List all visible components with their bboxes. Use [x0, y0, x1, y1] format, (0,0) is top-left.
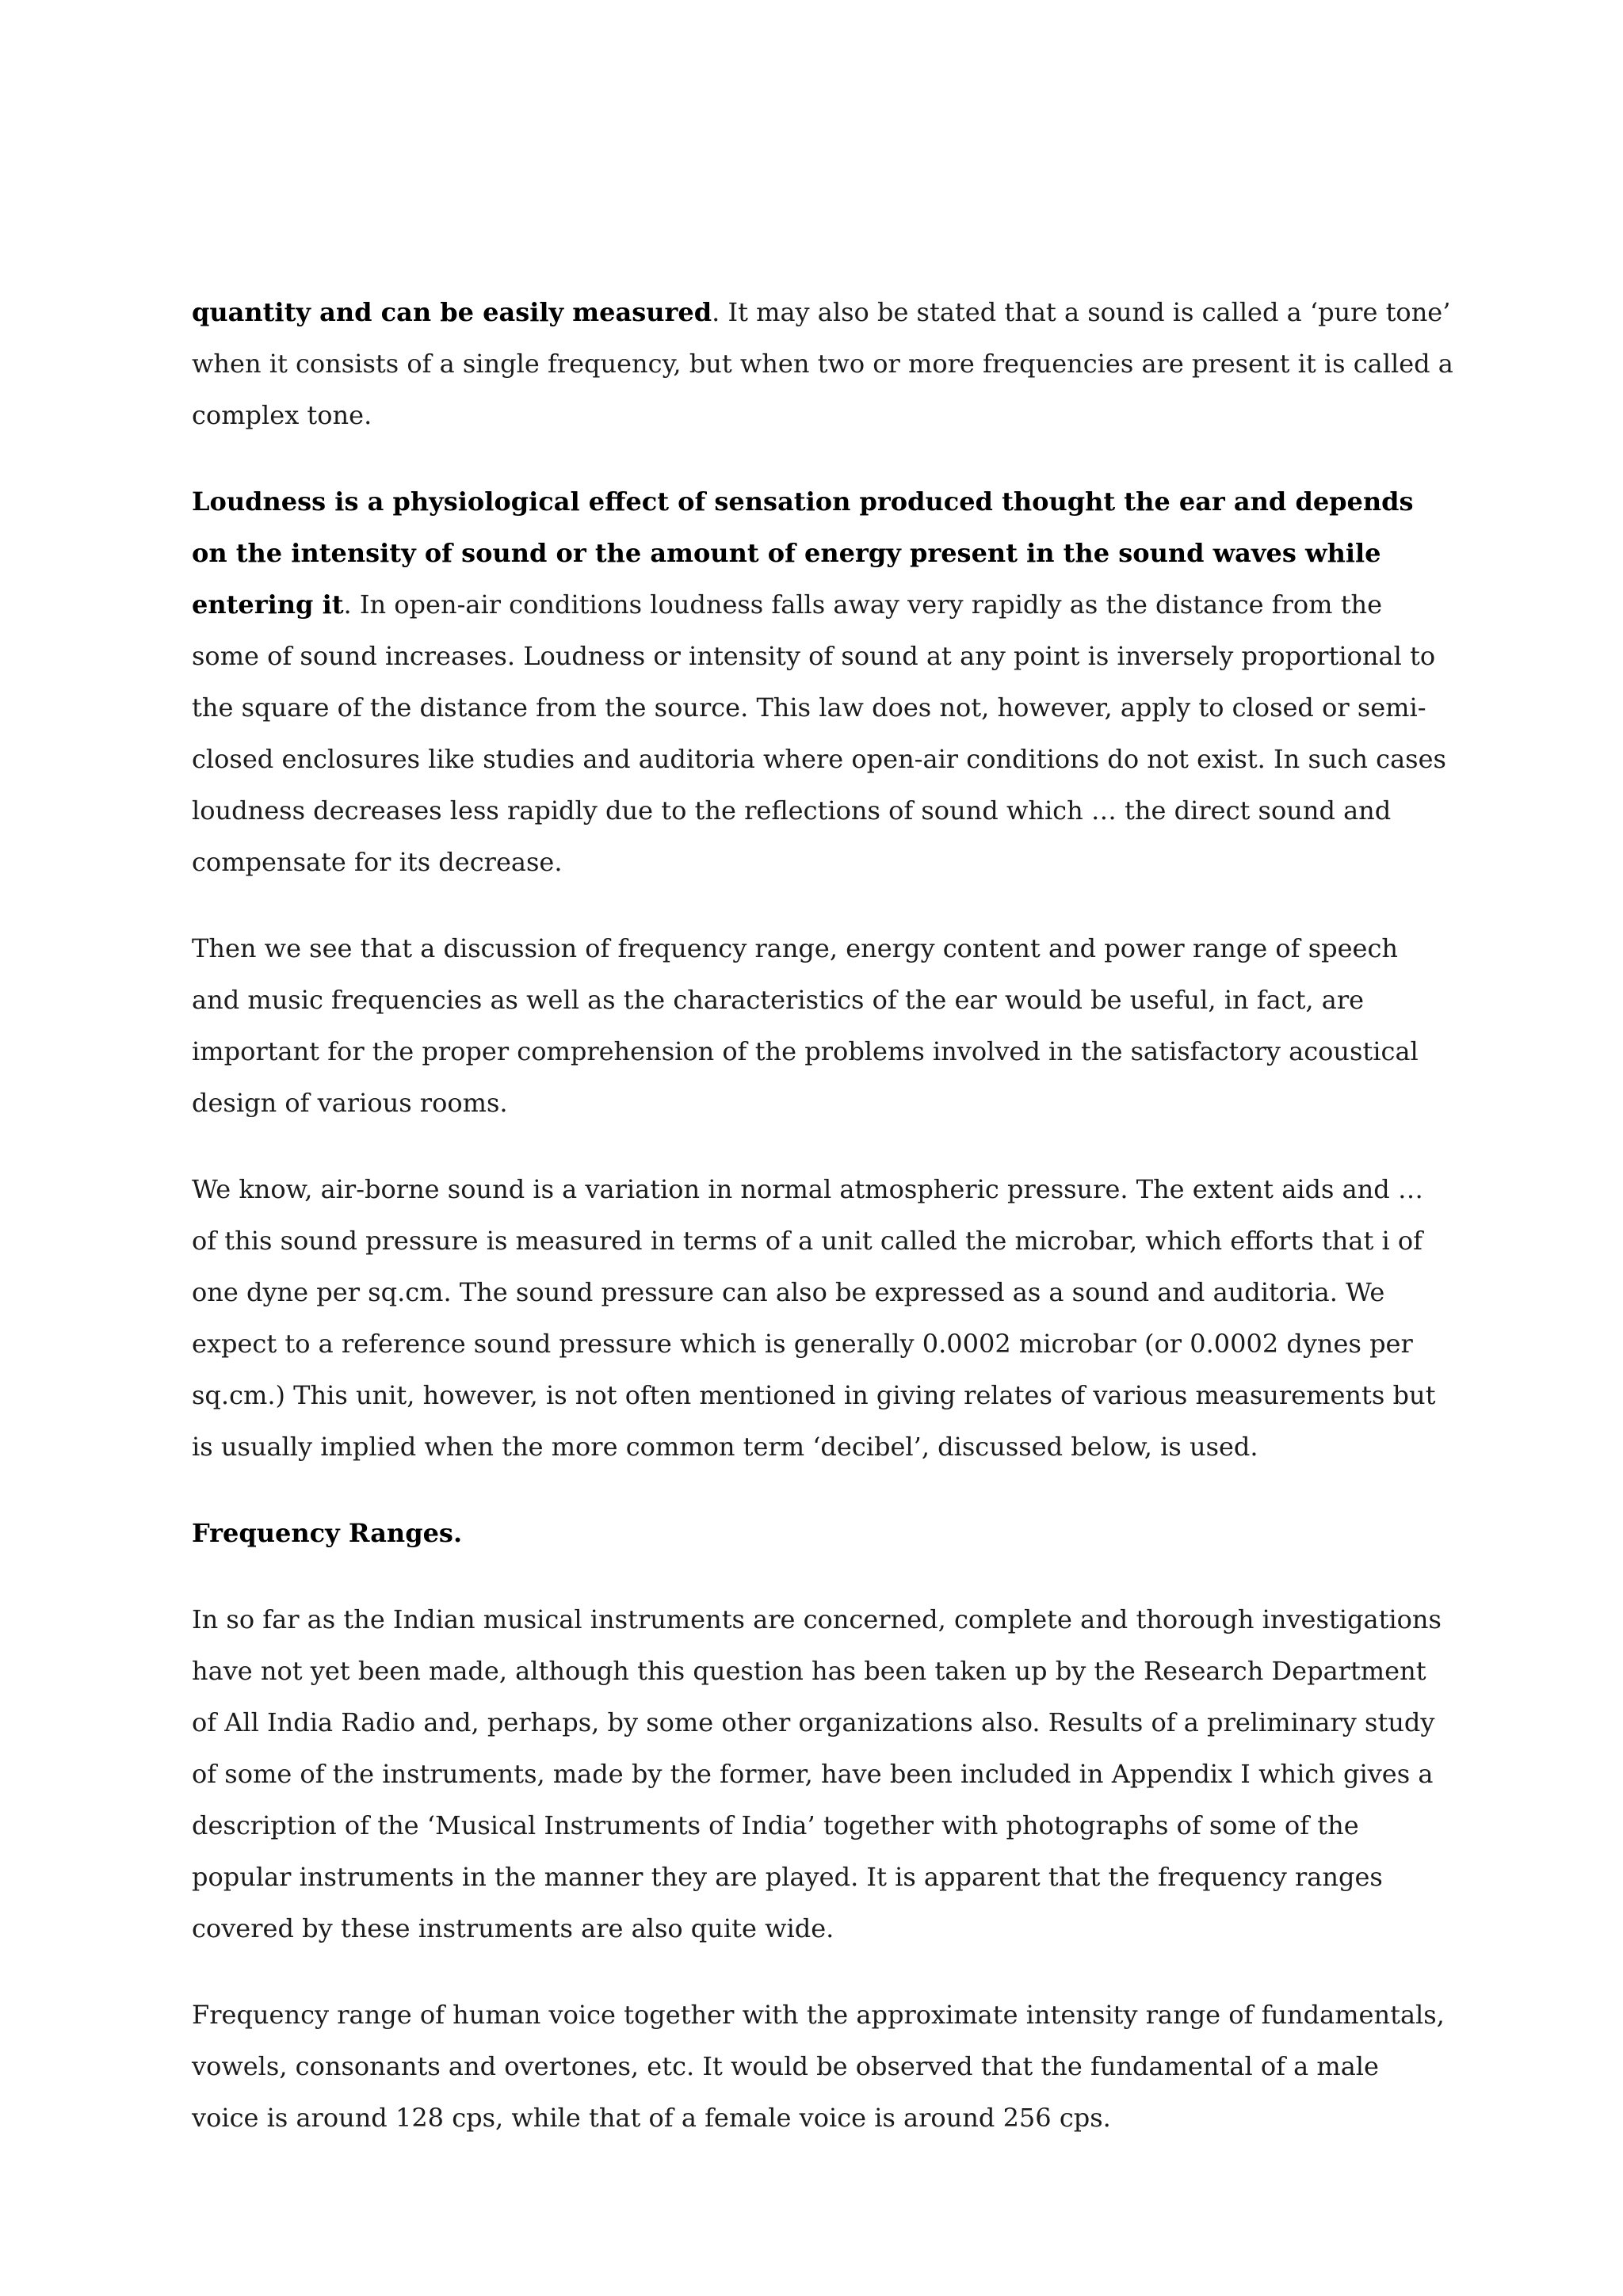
paragraph-text: We know, air-borne sound is a variation in normal atmospheric pressure. The extent aids and … of this sound pressure is measured in terms of a unit called the microbar, which efforts that i of one dyne per sq.cm. The sound pressure can also be expressed as a sound and auditoria. We expect to a reference sound pressure which is generally 0.0002 microbar (or 0.0002 dynes per sq.cm.) This unit, however, is not often mentioned in giving relates of various measurements but is usually implied when the more common term ‘decibel’, discussed below, is used. [192, 1174, 1436, 1462]
paragraph-frequency-discussion [192, 923, 1453, 1129]
paragraph-text: Then we see that a discussion of frequency range, energy content and power range of speech and music frequencies as well as the characteristics of the ear would be useful, in fact, are important for the proper comprehension of the problems involved in the satisfactory acoustical design of various rooms. [192, 933, 1419, 1118]
paragraph-human-voice [192, 1989, 1453, 2144]
section-heading: Frequency Ranges. [192, 1518, 463, 1548]
paragraph-text: . In open-air conditions loudness falls away very rapidly as the distance from the some of sound increases. Loudness or intensity of sound at any point is inversely proportional to the square of the distance from the source. This law does not, however, apply to closed or semi-closed enclosures like studies and auditoria where open-air conditions do not exist. In such cases loudness decreases less rapidly due to the reflections of sound which … the direct sound and compensate for its decrease. [192, 589, 1446, 877]
paragraph-pure-tone [192, 287, 1453, 441]
paragraph-text: Frequency range of human voice together with the approximate intensity range of fundamentals, vowels, consonants and overtones, etc. It would be observed that the fundamental of a male voice is around 128 cps, while that of a female voice is around 256 cps. [192, 2000, 1445, 2133]
bold-phrase: Loudness is a physiological effect of sensation produced thought the ear and depends on the intensity of sound or the amount of energy present in the sound waves while entering it [192, 486, 1414, 620]
document-body [192, 287, 1453, 2179]
paragraph-indian-instruments [192, 1594, 1453, 1955]
bold-phrase: quantity and can be easily measured [192, 297, 712, 327]
paragraph-sound-pressure [192, 1164, 1453, 1473]
paragraph-loudness [192, 476, 1453, 888]
paragraph-text: . It may also be stated that a sound is called a ‘pure tone’ when it consists of a single frequency, but when two or more frequencies are present it is called a complex tone. [192, 297, 1453, 430]
paragraph-text: In so far as the Indian musical instruments are concerned, complete and thorough investigations have not yet been made, although this question has been taken up by the Research Department of All India Radio and, perhaps, by some other organizations also. Results of a preliminary study of some of the instruments, made by the former, have been included in Appendix I which gives a description of the ‘Musical Instruments of India’ together with photographs of some of the popular instruments in the manner they are played. It is apparent that the frequency ranges covered by these instruments are also quite wide. [192, 1604, 1442, 1943]
